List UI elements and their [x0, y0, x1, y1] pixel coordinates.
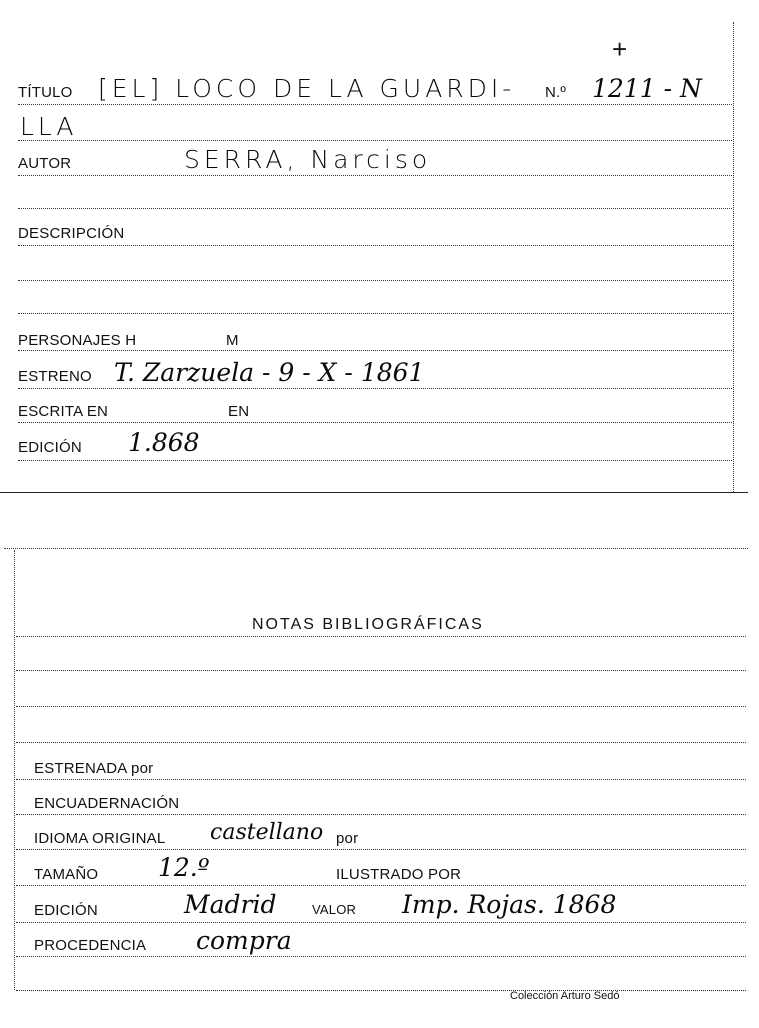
valor-value: Imp. Rojas. 1868: [402, 890, 617, 919]
idioma-label: IDIOMA ORIGINAL: [34, 830, 166, 847]
notas-rule-3: [16, 706, 746, 707]
estreno-value: T. Zarzuela - 9 - X - 1861: [114, 358, 425, 387]
descripcion-rule-2: [18, 280, 732, 281]
numero-label: N.º: [545, 84, 567, 101]
collection-credit: Colección Arturo Sedó: [510, 990, 620, 1002]
titulo-label: TÍTULO: [18, 84, 73, 101]
tamano-label: TAMAÑO: [34, 866, 99, 883]
procedencia-value: compra: [196, 926, 292, 955]
titulo-value: [EL] LOCO DE LA GUARDI-: [98, 74, 516, 103]
titulo-cont-rule: [18, 140, 732, 141]
descripcion-rule-1: [18, 245, 732, 246]
edicion-label: EDICIÓN: [18, 439, 82, 456]
edicion-value: 1.868: [128, 428, 200, 457]
personajes-label: PERSONAJES H: [18, 332, 137, 349]
tamano-rule: [16, 885, 746, 886]
escrita-en-label: EN: [228, 403, 250, 420]
edicion-rule: [18, 460, 732, 461]
autor-value: SERRA, Narciso: [184, 145, 432, 174]
estreno-rule: [18, 388, 732, 389]
escrita-label: ESCRITA EN: [18, 403, 109, 420]
cross-mark: +: [612, 34, 628, 64]
encuadernacion-label: ENCUADERNACIÓN: [34, 795, 180, 812]
card2-top-edge: [4, 548, 748, 549]
notas-heading: NOTAS BIBLIOGRÁFICAS: [252, 616, 484, 633]
titulo-value-continued: LLA: [20, 112, 78, 141]
autor-extra-rule: [18, 208, 732, 209]
edicion2-value: Madrid: [184, 890, 277, 919]
procedencia-label: PROCEDENCIA: [34, 937, 147, 954]
edicion2-label: EDICIÓN: [34, 902, 98, 919]
personajes-rule: [18, 350, 732, 351]
personajes-m-label: M: [226, 332, 239, 349]
estrenada-label: ESTRENADA por: [34, 760, 154, 777]
edicion2-rule: [16, 922, 746, 923]
descripcion-rule-3: [18, 313, 732, 314]
card1-right-edge: [733, 22, 734, 492]
valor-label: VALOR: [312, 902, 357, 917]
notas-rule-4: [16, 742, 746, 743]
notas-rule-1: [16, 636, 746, 637]
idioma-rule: [16, 849, 746, 850]
card2-left-edge: [14, 550, 15, 990]
ilustrado-label: ILUSTRADO POR: [336, 866, 462, 883]
encuadernacion-rule: [16, 814, 746, 815]
descripcion-label: DESCRIPCIÓN: [18, 225, 125, 242]
estrenada-rule: [16, 779, 746, 780]
idioma-por-label: por: [336, 830, 359, 847]
titulo-rule: [18, 104, 732, 105]
tamano-value: 12.º: [158, 853, 210, 882]
card2-bottom-edge: [16, 990, 746, 991]
numero-value: 1211 - N: [592, 74, 702, 103]
estreno-label: ESTRENO: [18, 368, 92, 385]
card1-bottom-edge: [0, 492, 748, 493]
autor-rule: [18, 175, 732, 176]
notas-rule-2: [16, 670, 746, 671]
procedencia-rule: [16, 956, 746, 957]
escrita-rule: [18, 422, 732, 423]
idioma-value: castellano: [210, 820, 324, 845]
autor-label: AUTOR: [18, 155, 72, 172]
